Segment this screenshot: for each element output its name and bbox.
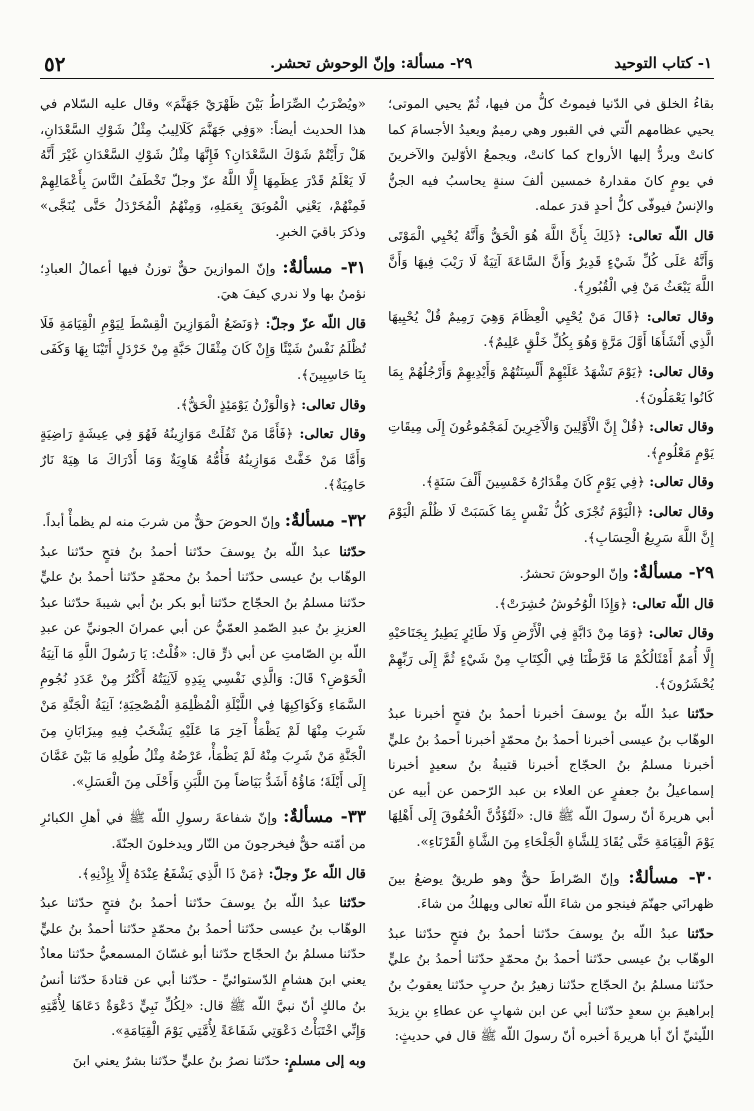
- isnad-paragraph: [40, 891, 366, 1045]
- paragraph-lead: قال اللّه تعالى:: [631, 596, 714, 612]
- paragraph-body: ﴿الْيَوْمَ تُجْزَى كُلُّ نَفْسٍ بِمَا كَسَبَتْ لَا ظُلْمَ الْيَوْمَ إِنَّ اللَّهَ سَرِيعُ الْحِسَابِ﴾.: [388, 504, 714, 546]
- paragraph-body: عبدُ اللّه بنُ يوسفَ حدّثنا أحمدُ بنُ فتحٍ حدّثنا عبدُ الوهّاب بنُ عيسى حدّثنا أحمدُ بنُ محمّدٍ حدّثنا أحمدُ بنُ عليٍّ حدّثنا مسلمُ بنُ الحجّاج حدّثنا أبو بكر بنُ أبي شيبةَ حدّثنا عبدُ العزيزِ بنُ عبدِ الصّمدِ العمّيُّ عن أبي عمرانَ الجونيِّ عن عبدِ اللّه بنِ الصّامتِ عن أبي ذرٍّ قال: «قُلْتُ: يَا رَسُولَ اللَّهِ مَا آنِيَةُ الْحَوْضِ؟ قَالَ: وَالَّذِي نَفْسِي بِيَدِهِ لَآنِيَتُهُ أَكْثَرُ مِنْ عَدَدِ نُجُومِ السَّمَاءِ وَكَوَاكِبِهَا فِي اللَّيْلَةِ الْمُظْلِمَةِ الْمُصْحِيَةِ؛ آنِيَةُ الْجَنَّةِ مَنْ شَرِبَ مِنْهَا لَمْ يَظْمَأْ آخِرَ مَا عَلَيْهِ يَشْخَبُ فِيهِ مِيزَابَانِ مِنَ الْجَنَّةِ مَنْ شَرِبَ مِنْهُ لَمْ يَظْمَأْ، عَرْضُهُ مِثْلُ طُولِهِ مَا بَيْنَ عَمَّانَ إِلَى أَيْلَةَ؛ مَاؤُهُ أَشَدُّ بَيَاضاً مِنَ اللَّبَنِ وَأَحْلَى مِنَ الْعَسَلِ».: [40, 544, 366, 790]
- paragraph-lead: حدّثنا: [339, 896, 366, 912]
- isnad-paragraph: [40, 1049, 366, 1075]
- masala-paragraph: [388, 561, 714, 588]
- paragraph-lead: وقال تعالى:: [299, 427, 366, 443]
- paragraph-body: وإنّ الحوضَ حقٌّ من شربَ منه لم يظمأْ أبداً.: [42, 514, 281, 530]
- paragraph-body: ﴿وَنَضَعُ الْمَوَازِينَ الْقِسْطَ لِيَوْمِ الْقِيَامَةِ فَلَا تُظْلَمُ نَفْسٌ شَيْئًا وَإِنْ كَانَ مِثْقَالَ حَبَّةٍ مِنْ خَرْدَلٍ أَتَيْنَا بِهَا وَكَفَى بِنَا حَاسِبِينَ﴾.: [40, 316, 366, 383]
- paragraph-body: وإنّ شفاعةَ رسولِ اللّه ﷺ في أهلِ الكبائرِ من أمّته حقٌّ فيخرجونَ من النّار ويدخلونَ الجنّةَ.: [40, 811, 366, 853]
- quran-paragraph: [40, 393, 366, 419]
- isnad-paragraph: [40, 540, 366, 796]
- right-text-column: [388, 92, 714, 1097]
- text-paragraph: [388, 92, 714, 220]
- paragraph-body: ﴿ذَلِكَ بِأَنَّ اللَّهَ هُوَ الْحَقُّ وَأَنَّهُ يُحْيِي الْمَوْتَى وَأَنَّهُ عَلَى كُلِّ شَيْءٍ قَدِيرٌ وَأَنَّ السَّاعَةَ آتِيَةٌ لَا رَيْبَ فِيهَا وَأَنَّ اللَّهَ يَبْعَثُ مَنْ فِي الْقُبُورِ﴾.: [388, 228, 714, 296]
- paragraph-lead: قال اللّه عزّ وجلّ:: [268, 866, 366, 882]
- quran-paragraph: [388, 305, 714, 356]
- masala-heading: ٣١- مسألةٌ:: [282, 257, 366, 278]
- paragraph-body: وإنّ الوحوشَ تحشرُ.: [519, 567, 629, 583]
- paragraph-lead: وقال تعالى:: [649, 420, 714, 436]
- masala-paragraph: [40, 256, 366, 308]
- quran-paragraph: [40, 422, 366, 499]
- paragraph-lead: وقال تعالى:: [648, 364, 714, 380]
- masala-heading: ٣٠- مسألةٌ:: [628, 867, 714, 888]
- paragraph-body: عبدُ اللّه بنُ يوسفَ حدّثنا أحمدُ بنُ فتحٍ حدّثنا عبدُ الوهّاب بنُ عيسى حدّثنا أحمدُ بنُ محمّدٍ حدّثنا أحمدُ بنُ عليٍّ حدّثنا مسلمُ بنُ الحجّاج حدّثنا زهيرُ بنُ حربٍ حدّثنا يعقوبُ بنُ إبراهيمَ بنِ سعدٍ حدّثنا أبي عن ابن شهابٍ عن عطاءِ بنِ يزيدَ اللّيثيِّ أنّ أبا هريرةَ أخبره أنّ رسولَ اللّه ﷺ قال في حديثٍ:: [388, 926, 714, 1045]
- paragraph-body: عبدُ اللّه بنُ يوسفَ حدّثنا أحمدُ بنُ فتحٍ حدّثنا عبدُ الوهّاب بنُ عيسى حدّثنا أحمدُ بنُ محمّدٍ حدّثنا أحمدُ بنُ عليٍّ حدّثنا مسلمُ بنُ الحجّاج حدّثنا أبو غسّانَ المسمعيُّ حدّثنا معاذٌ يعني ابنَ هشامٍ الدّستوائيِّ - حدّثنا أبي عن قتادةَ حدّثنا أنسُ بنُ مالكٍ أنّ نبيَّ اللّه ﷺ قال: «لِكُلِّ نَبِيٍّ دَعْوَةٌ دَعَاهَا لِأُمَّتِهِ وَإِنِّي اخْتَبَأْتُ دَعْوَتِي شَفَاعَةً لِأُمَّتِي يَوْمَ الْقِيَامَةِ».: [40, 896, 366, 1040]
- paragraph-body: ﴿مَنْ ذَا الَّذِي يَشْفَعُ عِنْدَهُ إِلَّا بِإِذْنِهِ﴾.: [77, 866, 265, 882]
- page-number: ٥٢: [44, 52, 66, 76]
- quran-paragraph: [388, 224, 714, 301]
- isnad-paragraph: [388, 702, 714, 856]
- masala-heading: ٣٢- مسألةٌ:: [284, 510, 366, 531]
- quran-paragraph: [388, 621, 714, 698]
- running-header: [40, 52, 714, 79]
- paragraph-lead: وقال تعالى:: [648, 626, 714, 642]
- paragraph-body: ﴿فَأَمَّا مَنْ ثَقُلَتْ مَوَازِينُهُ فَهُوَ فِي عِيشَةٍ رَاضِيَةٍ وَأَمَّا مَنْ خَفَّتْ مَوَازِينُهُ فَأُمُّهُ هَاوِيَةٌ وَمَا أَدْرَاكَ مَا هِيَهْ نَارٌ حَامِيَةٌ﴾.: [40, 427, 366, 494]
- paragraph-body: ﴿فِي يَوْمٍ كَانَ مِقْدَارُهُ خَمْسِينَ أَلْفَ سَنَةٍ﴾.: [421, 475, 645, 491]
- paragraph-lead: وقال تعالى:: [646, 309, 714, 325]
- paragraph-lead: قال اللّه عزّ وجلّ:: [265, 316, 366, 332]
- paragraph-body: ﴿قُلْ إِنَّ الْأَوَّلِينَ وَالْآخِرِينَ لَمَجْمُوعُونَ إِلَى مِيقَاتِ يَوْمٍ مَعْلُومٍ﴾.: [388, 420, 714, 461]
- masala-heading: ٣٣- مسألةٌ:: [283, 807, 366, 828]
- paragraph-lead: حدّثنا: [339, 544, 366, 560]
- paragraph-body: «ويُضْرَبُ الصِّرَاطُ بَيْنَ ظَهْرَيْ جَهَنَّمَ» وقال عليه السّلام في هذا الحديث أيضاً: «وَفِي جَهَنَّمَ كَلَالِيبُ مِثْلُ شَوْكِ السَّعْدَانِ، هَلْ رَأَيْتُمْ شَوْكَ السَّعْدَانِ؟ فَإِنَّهَا مِثْلُ شَوْكِ السَّعْدَانِ غَيْرَ أَنَّهُ لَا يَعْلَمُ قَدْرَ عِظَمِهَا إِلَّا اللَّهُ عزّ وجلّ تَخْطَفُ النَّاسَ بِأَعْمَالِهِمْ فَمِنْهُمْ، يَعْنِي الْمُوبَقَ بِعَمَلِهِ، وَمِنْهُمُ الْمُخَرْدَلُ حَتَّى يُنَجَّى» وذكرَ باقيَ الخبرِ.: [40, 97, 366, 240]
- paragraph-body: ﴿وَمَا مِنْ دَابَّةٍ فِي الْأَرْضِ وَلَا طَائِرٍ يَطِيرُ بِجَنَاحَيْهِ إِلَّا أُمَمٌ أَمْثَالُكُمْ مَا فَرَّطْنَا فِي الْكِتَابِ مِنْ شَيْءٍ ثُمَّ إِلَى رَبِّهِمْ يُحْشَرُونَ﴾.: [388, 626, 714, 693]
- masala-paragraph: [388, 866, 714, 918]
- paragraph-lead: حدّثنا: [687, 926, 714, 942]
- header-book-title: ١- كتاب التوحيد: [614, 54, 712, 72]
- paragraph-body: عبدُ اللّه بنُ يوسفَ أخبرنا أحمدُ بنُ فتحٍ أخبرنا عبدُ الوهّاب بنُ عيسى أخبرنا أحمدُ بنُ محمّدٍ أخبرنا أحمدُ بنُ عليٍّ أخبرنا مسلمُ بنُ الحجّاج أخبرنا قتيبةُ بنُ سعيدٍ أخبرنا إسماعيلُ بنُ جعفرٍ عن العلاء بن عبد الرّحمن عن أبيه عن أبي هريرةَ أنّ رسولَ اللّه ﷺ قال: «لَتُؤَدُّنَّ الْحُقُوقَ إِلَى أَهْلِهَا يَوْمَ الْقِيَامَةِ حَتَّى يُقَادَ لِلشَّاةِ الْجَلْحَاءِ مِنَ الشَّاةِ الْقَرْنَاءِ».: [388, 707, 714, 851]
- left-text-column: [40, 92, 366, 1097]
- quran-paragraph: [388, 360, 714, 411]
- paragraph-lead: وقال تعالى:: [648, 504, 714, 520]
- masala-paragraph: [40, 509, 366, 536]
- paragraph-lead: قال اللّه تعالى:: [627, 228, 714, 244]
- paragraph-body: وإنّ الصّراطَ حقٌّ وهو طريقٌ يوضعُ بينَ ظهرانَي جهنّمَ فينجو من شاءَ اللّه تعالى ويهلكُ من شاءَ.: [388, 871, 714, 913]
- quran-paragraph: [388, 470, 714, 496]
- paragraph-body: حدّثنا نصرُ بنُ عليٍّ حدّثنا بشرٌ يعني ابنَ: [72, 1053, 280, 1069]
- header-section-title: ٢٩- مسألة: وإنّ الوحوش تحشر.: [270, 54, 473, 72]
- quran-paragraph: [388, 415, 714, 466]
- paragraph-lead: وقال تعالى:: [301, 397, 366, 413]
- paragraph-body: ﴿قَالَ مَنْ يُحْيِي الْعِظَامَ وَهِيَ رَمِيمٌ قُلْ يُحْيِيهَا الَّذِي أَنْشَأَهَا أَوَّلَ مَرَّةٍ وَهُوَ بِكُلِّ خَلْقٍ عَلِيمٌ﴾.: [388, 309, 714, 351]
- quran-paragraph: [388, 500, 714, 551]
- paragraph-lead: وقال تعالى:: [649, 475, 714, 491]
- paragraph-lead: وبه إلى مسلمٍ:: [284, 1053, 366, 1069]
- paragraph-body: بقاءُ الخلق في الدّنيا فيموتُ كلُّ من فيها، ثُمّ يحيي الموتى؛ يحيي عظامهم الّتي في القبور وهي رميمٌ ويعيدُ الأجسامَ كما كانتْ ويردُّ إليها الأرواح كما كانتْ، ويجمعُ الأوّلينَ والآخرينَ في يومٍ كانَ مقدارهُ خمسين ألفَ سنةٍ يحاسبُ فيه الجنُّ والإنسُ فيوفّى كلُّ أحدٍ قدرَ عمله.: [388, 97, 714, 215]
- paragraph-body: ﴿يَوْمَ تَشْهَدُ عَلَيْهِمْ أَلْسِنَتُهُمْ وَأَيْدِيهِمْ وَأَرْجُلُهُمْ بِمَا كَانُوا يَعْمَلُونَ﴾.: [388, 364, 714, 406]
- paragraph-body: وإنّ الموازينَ حقٌّ توزنُ فيها أعمالُ العبادِ؛ نؤمنُ بها ولا ندري كيفَ هيَ.: [40, 261, 366, 303]
- paragraph-body: ﴿وَالْوَزْنُ يَوْمَئِذٍ الْحَقُّ﴾.: [176, 397, 297, 413]
- paragraph-body: ﴿وَإِذَا الْوُحُوشُ حُشِرَتْ﴾.: [494, 596, 628, 612]
- text-paragraph: [40, 92, 366, 246]
- quran-paragraph: [40, 312, 366, 389]
- quran-paragraph: [40, 862, 366, 888]
- masala-heading: ٢٩- مسألةٌ:: [632, 563, 714, 584]
- isnad-paragraph: [388, 922, 714, 1050]
- paragraph-lead: حدّثنا: [687, 707, 714, 723]
- masala-paragraph: [40, 805, 366, 857]
- quran-paragraph: [388, 592, 714, 618]
